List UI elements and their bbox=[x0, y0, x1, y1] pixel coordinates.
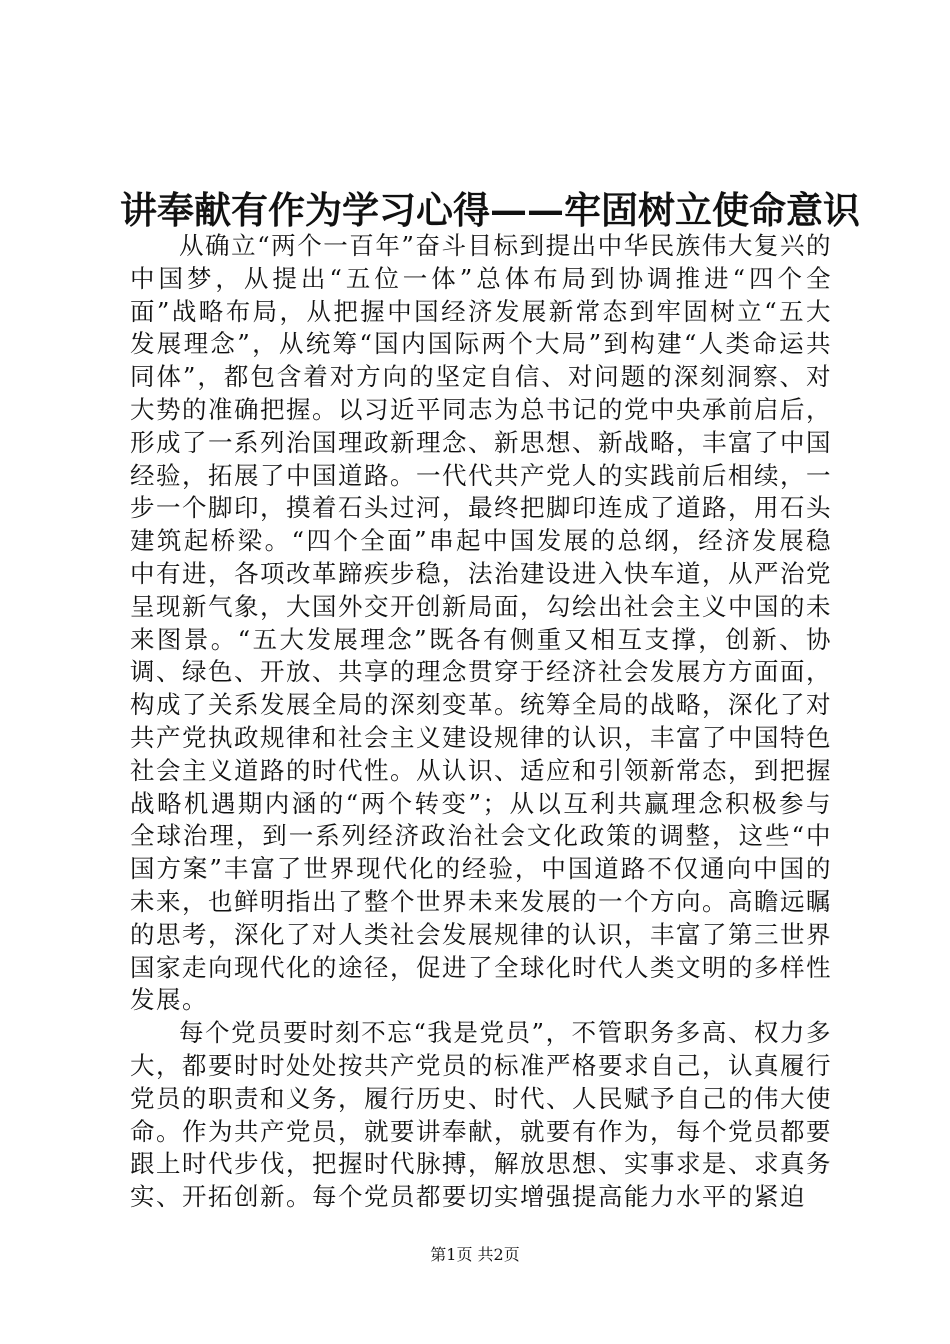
body-paragraph-1: 从确立“两个一百年”奋斗目标到提出中华民族伟大复兴的中国梦，从提出“五位一体”总体布局到协调推进“四个全面”战略布局，从把握中国经济发展新常态到牢固树立“五大发展理念”，从统筹“国内国际两个大局”到构建“人类命运共同体”，都包含着对方向的坚定自信、对问题的深刻洞察、对大势的准确把握。以习近平同志为总书记的党中央承前启后，形成了一系列治国理政新理念、新思想、新战略，丰富了中国经验，拓展了中国道路。一代代共产党人的实践前后相续，一步一个脚印，摸着石头过河，最终把脚印连成了道路，用石头建筑起桥梁。“四个全面”串起中国发展的总纲，经济发展稳中有进，各项改革蹄疾步稳，法治建设进入快车道，从严治党呈现新气象，大国外交开创新局面，勾绘出社会主义中国的未来图景。“五大发展理念”既各有侧重又相互支撑，创新、协调、绿色、开放、共享的理念贯穿于经济社会发展方方面面，构成了关系发展全局的深刻变革。统筹全局的战略，深化了对共产党执政规律和社会主义建设规律的认识，丰富了中国特色社会主义道路的时代性。从认识、适应和引领新常态，到把握战略机遇期内涵的“两个转变”；从以互利共赢理念积极参与全球治理，到一系列经济政治社会文化政策的调整，这些“中国方案”丰富了世界现代化的经验，中国道路不仅通向中国的未来，也鲜明指出了整个世界未来发展的一个方向。高瞻远瞩的思考，深化了对人类社会发展规律的认识，丰富了第三世界国家走向现代化的途径，促进了全球化时代人类文明的多样性发展。 bbox=[130, 231, 832, 1015]
document-body bbox=[130, 230, 832, 1214]
page-number-footer: 第1页 共2页 bbox=[430, 1245, 520, 1264]
body-paragraph-2: 每个党员要时刻不忘“我是党员”，不管职务多高、权力多大，都要时时处处按共产党员的标准严格要求自己，认真履行党员的职责和义务，履行历史、时代、人民赋予自己的伟大使命。作为共产党员，就要讲奉献，就要有作为，每个党员都要跟上时代步伐，把握时代脉搏，解放思想、实事求是、求真务实、开拓创新。每个党员都要切实增强提高能力水平的紧迫 bbox=[130, 1018, 832, 1212]
document-title: 讲奉献有作为学习心得——牢固树立使命意识 bbox=[120, 188, 860, 232]
